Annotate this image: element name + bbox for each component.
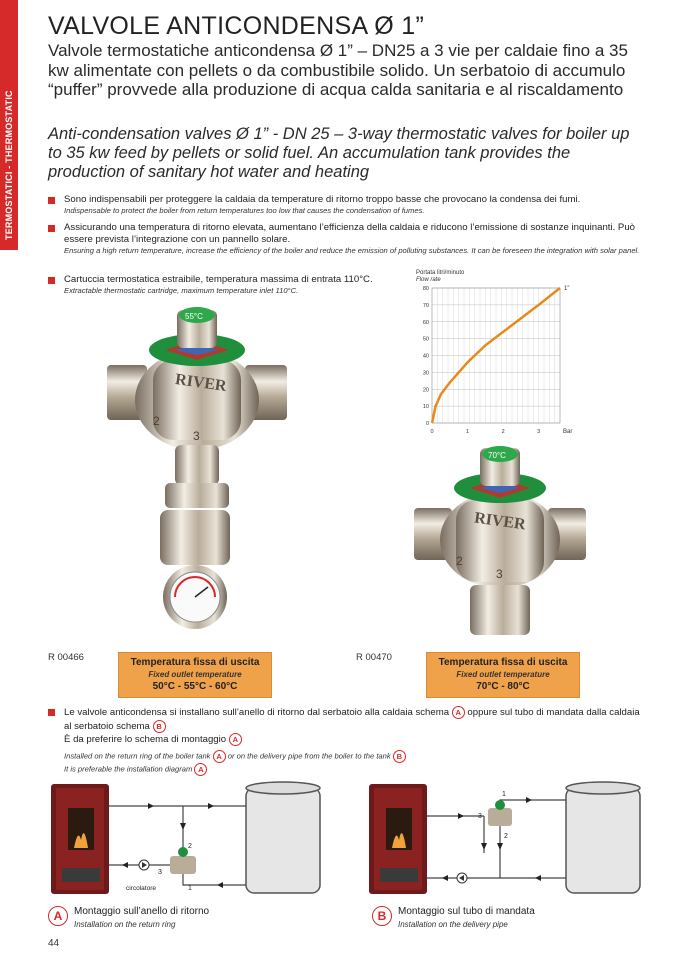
temp-label-it: Temperatura fissa di uscita	[438, 657, 568, 668]
schema-a-icon: A	[213, 750, 226, 763]
chart-x-tick-label: 2	[501, 429, 505, 435]
diagram-a	[48, 778, 348, 903]
bullet-text-it: Assicurando una temperatura di ritorno elevata, aumentano l’efficienza della caldaia e riducono l’emissione di sostanze inquinanti. Può essere prevista l’integrazione con un pannello solare.	[64, 222, 635, 245]
product-code-r00470: R 00470	[356, 652, 392, 663]
chart-y-tick-label: 40	[422, 353, 429, 360]
diagram-a-title-it: Montaggio sull’anello di ritorno	[74, 906, 210, 917]
side-tab-label: TERMOSTATICI - THERMOSTATIC	[4, 90, 14, 240]
schema-a-icon: A	[194, 763, 207, 776]
bullet-text-it: Cartuccia termostatica estraibile, temperatura massima di entrata 110°C.	[64, 274, 373, 285]
chart-y-tick-label: 20	[422, 387, 429, 394]
subtitle-italian: Valvole termostatiche anticondensa Ø 1” – DN25 a 3 vie per caldaie fino a 35 kw alimentate con pellets o da combustibile solido. Un serbatoio di accumulo “puffer” provvede alla produzione di acqua calda sanitaria e al riscaldamento	[48, 41, 628, 99]
chart-ylabel: Portata litri/minuto	[416, 270, 465, 276]
svg-text:3: 3	[478, 813, 482, 820]
chart-series-label: 1”	[564, 286, 570, 292]
svg-text:3: 3	[158, 869, 162, 876]
diagram-b-letter-icon: B	[372, 906, 392, 926]
bullet-square-icon	[48, 277, 55, 284]
bullet-square-icon	[48, 197, 55, 204]
diagram-a-letter-icon: A	[48, 906, 68, 926]
bullet-text-en: Indispensable to protect the boiler from return temperatures too low that causes the condensation of fumes.	[64, 206, 425, 215]
note-text-it: Le valvole anticondensa si installano sull’anello di ritorno dal serbatoio alla caldaia schema A oppure sul tubo di mandata dalla caldaia al serbatoio schema B È da preferire lo schema di montaggio A	[64, 707, 640, 746]
bullet-text-en: Extractable thermostatic cartridge, maximum temperature inlet 110°C.	[64, 286, 299, 295]
chart-y-tick-label: 60	[422, 319, 429, 326]
diagram-b-title-en: Installation on the delivery pipe	[398, 920, 508, 929]
svg-text:70°C: 70°C	[488, 451, 506, 460]
temp-label-it: Temperatura fissa di uscita	[130, 657, 260, 668]
side-tab	[0, 0, 18, 250]
svg-text:2: 2	[456, 554, 463, 568]
installation-note	[48, 706, 648, 776]
chart-x-tick-label: 3	[537, 429, 541, 435]
chart-y-tick-label: 50	[422, 336, 429, 343]
schema-a-icon: A	[229, 733, 242, 746]
bullet-3	[48, 274, 388, 296]
svg-text:3: 3	[193, 429, 200, 443]
temp-box-r00470	[426, 652, 580, 698]
schema-a-icon: A	[452, 706, 465, 719]
svg-text:2: 2	[188, 843, 192, 850]
page-title: VALVOLE ANTICONDENSA Ø 1”	[48, 12, 425, 40]
schema-b-icon: B	[393, 750, 406, 763]
svg-text:RIVER: RIVER	[174, 371, 228, 396]
chart-y-tick-label: 70	[422, 302, 429, 309]
chart-y-tick-label: 30	[422, 370, 429, 377]
temp-label-en: Fixed outlet temperature	[148, 670, 242, 679]
note-text-en: Installed on the return ring of the boiler tank A or on the delivery pipe from the boiler to the tank B It is preferable the installation diagram A	[64, 750, 648, 776]
svg-text:1: 1	[188, 885, 192, 892]
svg-text:2: 2	[153, 414, 160, 428]
flow-rate-chart	[410, 268, 590, 443]
bullet-square-icon	[48, 225, 55, 232]
temp-values: 70°C - 80°C	[476, 681, 530, 692]
schema-b-icon: B	[153, 720, 166, 733]
diagram-b	[366, 778, 656, 903]
valve-r00466-image	[105, 305, 290, 635]
bullet-2	[48, 222, 648, 256]
page-number: 44	[48, 938, 60, 949]
svg-text:55°C: 55°C	[185, 312, 203, 321]
bullet-1	[48, 194, 648, 216]
product-code-r00466: R 00466	[48, 652, 84, 663]
bullet-text-en: Ensuring a high return temperature, increase the efficiency of the boiler and reduce the emission of polluting substances. It can be foreseen the integration with solar panel.	[64, 246, 640, 255]
temp-label-en: Fixed outlet temperature	[456, 670, 550, 679]
subtitle-english: Anti-condensation valves Ø 1” - DN 25 – 3-way thermostatic valves for boiler up to 35 kw feed by pellets or solid fuel. An accumulation tank provides the production of sanitary hot water and heating	[48, 125, 630, 181]
chart-x-tick-label: 0	[430, 429, 434, 435]
valve-r00470-image	[412, 440, 587, 645]
bullet-square-icon	[48, 709, 55, 716]
svg-text:1: 1	[502, 791, 506, 798]
svg-text:circolatore: circolatore	[126, 885, 156, 892]
temp-values: 50°C - 55°C - 60°C	[152, 681, 238, 692]
svg-text:3: 3	[496, 567, 503, 581]
chart-y-tick-label: 10	[422, 404, 429, 411]
chart-x-tick-label: 1	[466, 429, 470, 435]
bullet-text-it: Sono indispensabili per proteggere la caldaia da temperature di ritorno troppo basse che provocano la condensa dei fumi.	[64, 194, 581, 205]
diagram-a-title-en: Installation on the return ring	[74, 920, 176, 929]
svg-text:2: 2	[504, 833, 508, 840]
chart-ylabel-en: Flow rate	[416, 277, 441, 283]
diagram-b-title-it: Montaggio sul tubo di mandata	[398, 906, 535, 917]
chart-y-tick-label: 0	[425, 421, 429, 427]
chart-xlabel: Bar	[563, 429, 573, 435]
chart-y-tick-label: 80	[422, 286, 429, 292]
svg-text:RIVER: RIVER	[473, 509, 527, 534]
temp-box-r00466	[118, 652, 272, 698]
